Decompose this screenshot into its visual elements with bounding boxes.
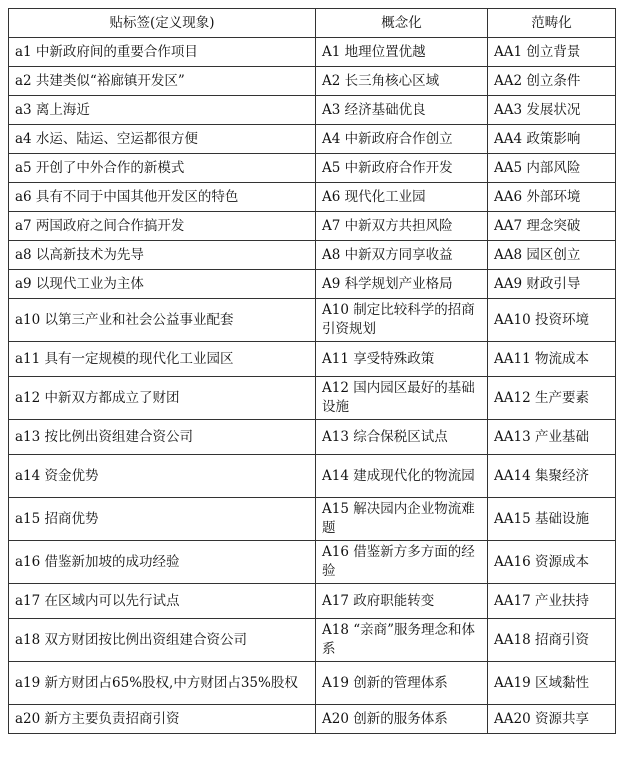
table-row xyxy=(9,125,616,154)
label-cell: a16 借鉴新加坡的成功经验 xyxy=(9,541,316,584)
label-cell: a9 以现代工业为主体 xyxy=(9,270,316,299)
category-cell: AA20 资源共享 xyxy=(488,705,616,734)
concept-cell: A6 现代化工业园 xyxy=(316,183,488,212)
label-cell: a20 新方主要负责招商引资 xyxy=(9,705,316,734)
category-cell: AA3 发展状况 xyxy=(488,96,616,125)
label-cell: a19 新方财团占65%股权,中方财团占35%股权 xyxy=(9,662,316,705)
label-cell: a15 招商优势 xyxy=(9,498,316,541)
table-row xyxy=(9,619,616,662)
concept-cell: A4 中新政府合作创立 xyxy=(316,125,488,154)
header-conceptualization: 概念化 xyxy=(316,9,488,38)
table-row xyxy=(9,67,616,96)
category-cell: AA5 内部风险 xyxy=(488,154,616,183)
category-cell: AA7 理念突破 xyxy=(488,212,616,241)
category-cell: AA9 财政引导 xyxy=(488,270,616,299)
concept-cell: A20 创新的服务体系 xyxy=(316,705,488,734)
category-cell: AA4 政策影响 xyxy=(488,125,616,154)
label-cell: a11 具有一定规模的现代化工业园区 xyxy=(9,342,316,377)
table-row xyxy=(9,455,616,498)
label-cell: a5 开创了中外合作的新模式 xyxy=(9,154,316,183)
label-cell: a8 以高新技术为先导 xyxy=(9,241,316,270)
category-cell: AA16 资源成本 xyxy=(488,541,616,584)
table-row xyxy=(9,377,616,420)
table-row xyxy=(9,420,616,455)
table-row xyxy=(9,96,616,125)
category-cell: AA15 基础设施 xyxy=(488,498,616,541)
table-row xyxy=(9,705,616,734)
table-row xyxy=(9,183,616,212)
category-cell: AA18 招商引资 xyxy=(488,619,616,662)
label-cell: a13 按比例出资组建合资公司 xyxy=(9,420,316,455)
label-cell: a14 资金优势 xyxy=(9,455,316,498)
category-cell: AA13 产业基础 xyxy=(488,420,616,455)
concept-cell: A19 创新的管理体系 xyxy=(316,662,488,705)
concept-cell: A11 享受特殊政策 xyxy=(316,342,488,377)
concept-cell: A5 中新政府合作开发 xyxy=(316,154,488,183)
table-row xyxy=(9,212,616,241)
category-cell: AA1 创立背景 xyxy=(488,38,616,67)
label-cell: a6 具有不同于中国其他开发区的特色 xyxy=(9,183,316,212)
concept-cell: A9 科学规划产业格局 xyxy=(316,270,488,299)
concept-cell: A12 国内园区最好的基础设施 xyxy=(316,377,488,420)
concept-cell: A14 建成现代化的物流园 xyxy=(316,455,488,498)
table-row xyxy=(9,342,616,377)
concept-cell: A15 解决园内企业物流难题 xyxy=(316,498,488,541)
label-cell: a12 中新双方都成立了财团 xyxy=(9,377,316,420)
table-row xyxy=(9,662,616,705)
table-row xyxy=(9,584,616,619)
table-row xyxy=(9,241,616,270)
label-cell: a1 中新政府间的重要合作项目 xyxy=(9,38,316,67)
label-cell: a10 以第三产业和社会公益事业配套 xyxy=(9,299,316,342)
concept-cell: A2 长三角核心区域 xyxy=(316,67,488,96)
header-labeling: 贴标签(定义现象) xyxy=(9,9,316,38)
label-cell: a17 在区域内可以先行试点 xyxy=(9,584,316,619)
table-row xyxy=(9,154,616,183)
concept-cell: A16 借鉴新方多方面的经验 xyxy=(316,541,488,584)
category-cell: AA19 区域黏性 xyxy=(488,662,616,705)
category-cell: AA11 物流成本 xyxy=(488,342,616,377)
label-cell: a3 离上海近 xyxy=(9,96,316,125)
concept-cell: A13 综合保税区试点 xyxy=(316,420,488,455)
concept-cell: A8 中新双方同享收益 xyxy=(316,241,488,270)
concept-cell: A17 政府职能转变 xyxy=(316,584,488,619)
category-cell: AA17 产业扶持 xyxy=(488,584,616,619)
table-container xyxy=(8,8,616,734)
concept-cell: A3 经济基础优良 xyxy=(316,96,488,125)
concept-cell: A18 “亲商”服务理念和体系 xyxy=(316,619,488,662)
concept-cell: A1 地理位置优越 xyxy=(316,38,488,67)
header-categorization: 范畴化 xyxy=(488,9,616,38)
table-row xyxy=(9,299,616,342)
table-row xyxy=(9,498,616,541)
category-cell: AA2 创立条件 xyxy=(488,67,616,96)
label-cell: a2 共建类似“裕廊镇开发区” xyxy=(9,67,316,96)
category-cell: AA8 园区创立 xyxy=(488,241,616,270)
concept-cell: A7 中新双方共担风险 xyxy=(316,212,488,241)
category-cell: AA14 集聚经济 xyxy=(488,455,616,498)
table-row xyxy=(9,541,616,584)
header-row xyxy=(9,9,616,38)
table-row xyxy=(9,38,616,67)
category-cell: AA6 外部环境 xyxy=(488,183,616,212)
label-cell: a18 双方财团按比例出资组建合资公司 xyxy=(9,619,316,662)
coding-table xyxy=(8,8,616,734)
label-cell: a4 水运、陆运、空运都很方便 xyxy=(9,125,316,154)
table-row xyxy=(9,270,616,299)
category-cell: AA10 投资环境 xyxy=(488,299,616,342)
concept-cell: A10 制定比较科学的招商引资规划 xyxy=(316,299,488,342)
label-cell: a7 两国政府之间合作搞开发 xyxy=(9,212,316,241)
category-cell: AA12 生产要素 xyxy=(488,377,616,420)
